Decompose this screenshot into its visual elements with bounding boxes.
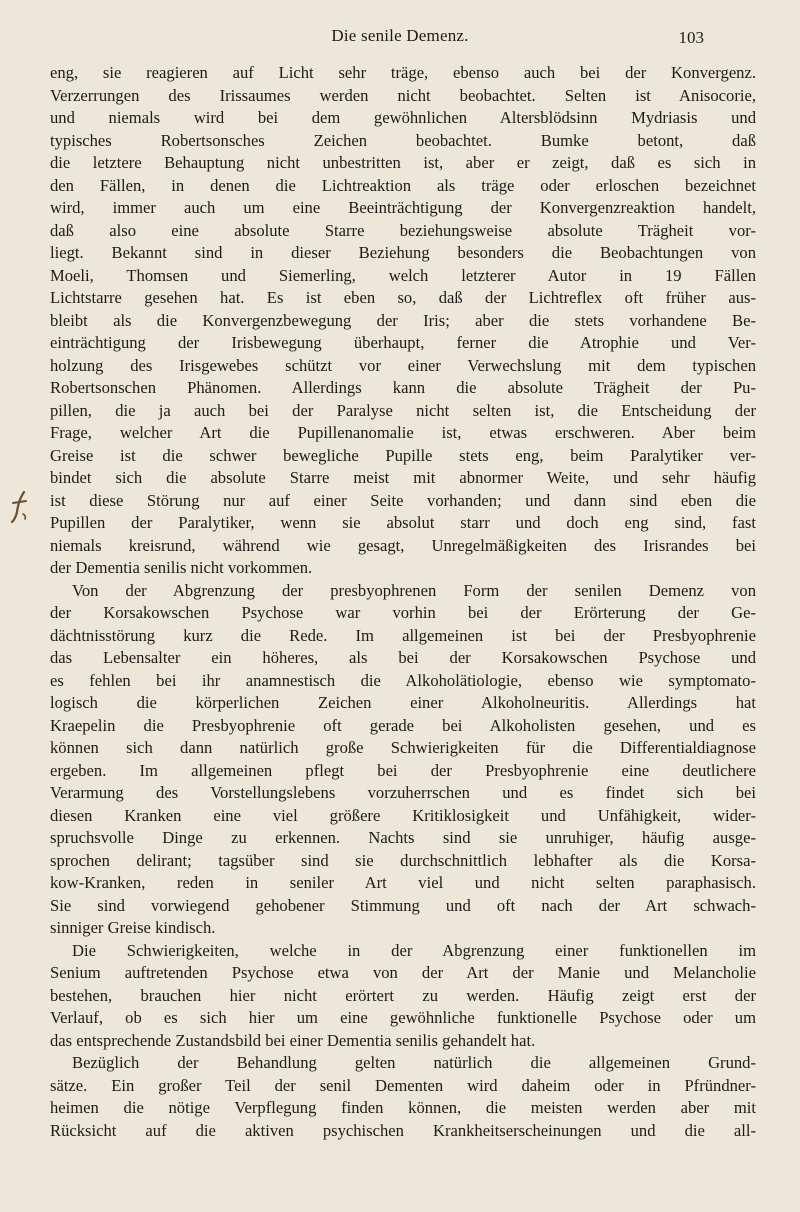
- text-line: typisches Robertsonsches Zeichen beobachtet. Bumke betont, daß: [50, 130, 756, 150]
- text-line: pillen, die ja auch bei der Paralyse nicht selten ist, die Entscheidung der: [50, 400, 756, 420]
- text-line: Robertsonschen Phänomen. Allerdings kann die absolute Trägheit der Pu-: [50, 378, 756, 397]
- text-line: bleibt als die Konvergenzbewegung der Iris; aber die stets vorhandene Be-: [50, 310, 756, 330]
- text-line: Frage, welcher Art die Pupillenanomalie ist, etwas erschweren. Aber beim: [50, 423, 756, 442]
- text-line: es fehlen bei ihr anamnestisch die Alkoholätiologie, ebenso wie symptomato-: [50, 670, 756, 690]
- text-line: daß also eine absolute Starre beziehungsweise absolute Trägheit vor-: [50, 220, 756, 240]
- text-line: wird, immer auch um eine Beeinträchtigung der Konvergenzreaktion handelt,: [50, 198, 756, 217]
- text-line: Kraepelin die Presbyophrenie oft gerade bei Alkoholisten gesehen, und es: [50, 715, 756, 735]
- text-line: logisch die körperlichen Zeichen einer Alkoholneuritis. Allerdings hat: [50, 693, 756, 712]
- text-line: heimen die nötige Verpflegung finden können, die meisten werden aber mit: [50, 1098, 756, 1117]
- text-line: sprochen delirant; tagsüber sind sie durchschnittlich lebhafter als die Korsa-: [50, 850, 756, 870]
- text-line-paragraph-end: der Dementia senilis nicht vorkommen.: [50, 558, 313, 577]
- text-line-paragraph-start: Von der Abgrenzung der presbyophrenen Form der senilen Demenz von: [72, 580, 756, 600]
- text-line-paragraph-end: sinniger Greise kindisch.: [50, 918, 216, 937]
- text-line: Moeli, Thomsen und Siemerling, welch letzterer Autor in 19 Fällen: [50, 265, 756, 285]
- pencil-margin-mark-icon: [10, 490, 30, 524]
- text-line: Verlauf, ob es sich hier um eine gewöhnliche funktionelle Psychose oder um: [50, 1008, 756, 1027]
- text-line: können sich dann natürlich große Schwierigkeiten für die Differentialdiagnose: [50, 738, 756, 757]
- text-line: spruchsvolle Dinge zu erkennen. Nachts sind sie unruhiger, häufig ausge-: [50, 828, 756, 847]
- text-line: Pupillen der Paralytiker, wenn sie absolut starr und doch eng sind, fast: [50, 513, 756, 532]
- text-line: die letztere Behauptung nicht unbestritten ist, aber er zeigt, daß es sich in: [50, 153, 756, 172]
- text-line: den Fällen, in denen die Lichtreaktion als träge oder erloschen bezeichnet: [50, 175, 756, 195]
- text-line: Verzerrungen des Irissaumes werden nicht beobachtet. Selten ist Anisocorie,: [50, 85, 756, 105]
- body-text: [50, 62, 756, 1142]
- running-title: Die senile Demenz.: [331, 26, 469, 45]
- page-number: 103: [678, 28, 704, 47]
- text-line-paragraph-start: Bezüglich der Behandlung gelten natürlich die allgemeinen Grund-: [72, 1053, 756, 1072]
- text-line: ergeben. Im allgemeinen pflegt bei der Presbyophrenie eine deutlichere: [50, 760, 756, 780]
- text-line: liegt. Bekannt sind in dieser Beziehung besonders die Beobachtungen von: [50, 243, 756, 262]
- text-line: das Lebensalter ein höheres, als bei der Korsakowschen Psychose und: [50, 648, 756, 667]
- text-line: Sie sind vorwiegend gehobener Stimmung und oft nach der Art schwach-: [50, 895, 756, 915]
- text-line: holzung des Irisgewebes schützt vor einer Verwechslung mit dem typischen: [50, 355, 756, 375]
- running-header: [0, 26, 800, 54]
- text-line: der Korsakowschen Psychose war vorhin bei der Erörterung der Ge-: [50, 603, 756, 622]
- text-line: ist diese Störung nur auf einer Seite vorhanden; und dann sind eben die: [50, 490, 756, 510]
- text-line: niemals kreisrund, während wie gesagt, Unregelmäßigkeiten des Irisrandes bei: [50, 535, 756, 555]
- text-line: Lichtstarre gesehen hat. Es ist eben so, daß der Lichtreflex oft früher aus-: [50, 288, 756, 307]
- text-line: dächtnisstörung kurz die Rede. Im allgemeinen ist bei der Presbyophrenie: [50, 625, 756, 645]
- text-line: bestehen, brauchen hier nicht erörtert zu werden. Häufig zeigt erst der: [50, 985, 756, 1005]
- text-line-paragraph-start: Die Schwierigkeiten, welche in der Abgrenzung einer funktionellen im: [72, 940, 756, 960]
- text-line: kow-Kranken, reden in seniler Art viel und nicht selten paraphasisch.: [50, 873, 756, 892]
- text-line: Verarmung des Vorstellungslebens vorzuherrschen und es findet sich bei: [50, 783, 756, 802]
- text-line: sätze. Ein großer Teil der senil Dementen wird daheim oder in Pfründner-: [50, 1075, 756, 1095]
- text-line: bindet sich die absolute Starre meist mit abnormer Weite, und sehr häufig: [50, 468, 756, 487]
- text-line: Greise ist die schwer bewegliche Pupille stets eng, beim Paralytiker ver-: [50, 445, 756, 465]
- text-line: eng, sie reagieren auf Licht sehr träge, ebenso auch bei der Konvergenz.: [50, 63, 756, 82]
- text-line: Senium auftretenden Psychose etwa von der Art der Manie und Melancholie: [50, 963, 756, 982]
- text-line: Rücksicht auf die aktiven psychischen Krankheitserscheinungen und die all-: [50, 1120, 756, 1140]
- text-line-paragraph-end: das entsprechende Zustandsbild bei einer Dementia senilis gehandelt hat.: [50, 1030, 536, 1050]
- text-line: diesen Kranken eine viel größere Kritiklosigkeit und Unfähigkeit, wider-: [50, 805, 756, 825]
- text-line: einträchtigung der Irisbewegung überhaupt, ferner die Atrophie und Ver-: [50, 333, 756, 352]
- text-line: und niemals wird bei dem gewöhnlichen Altersblödsinn Mydriasis und: [50, 108, 756, 127]
